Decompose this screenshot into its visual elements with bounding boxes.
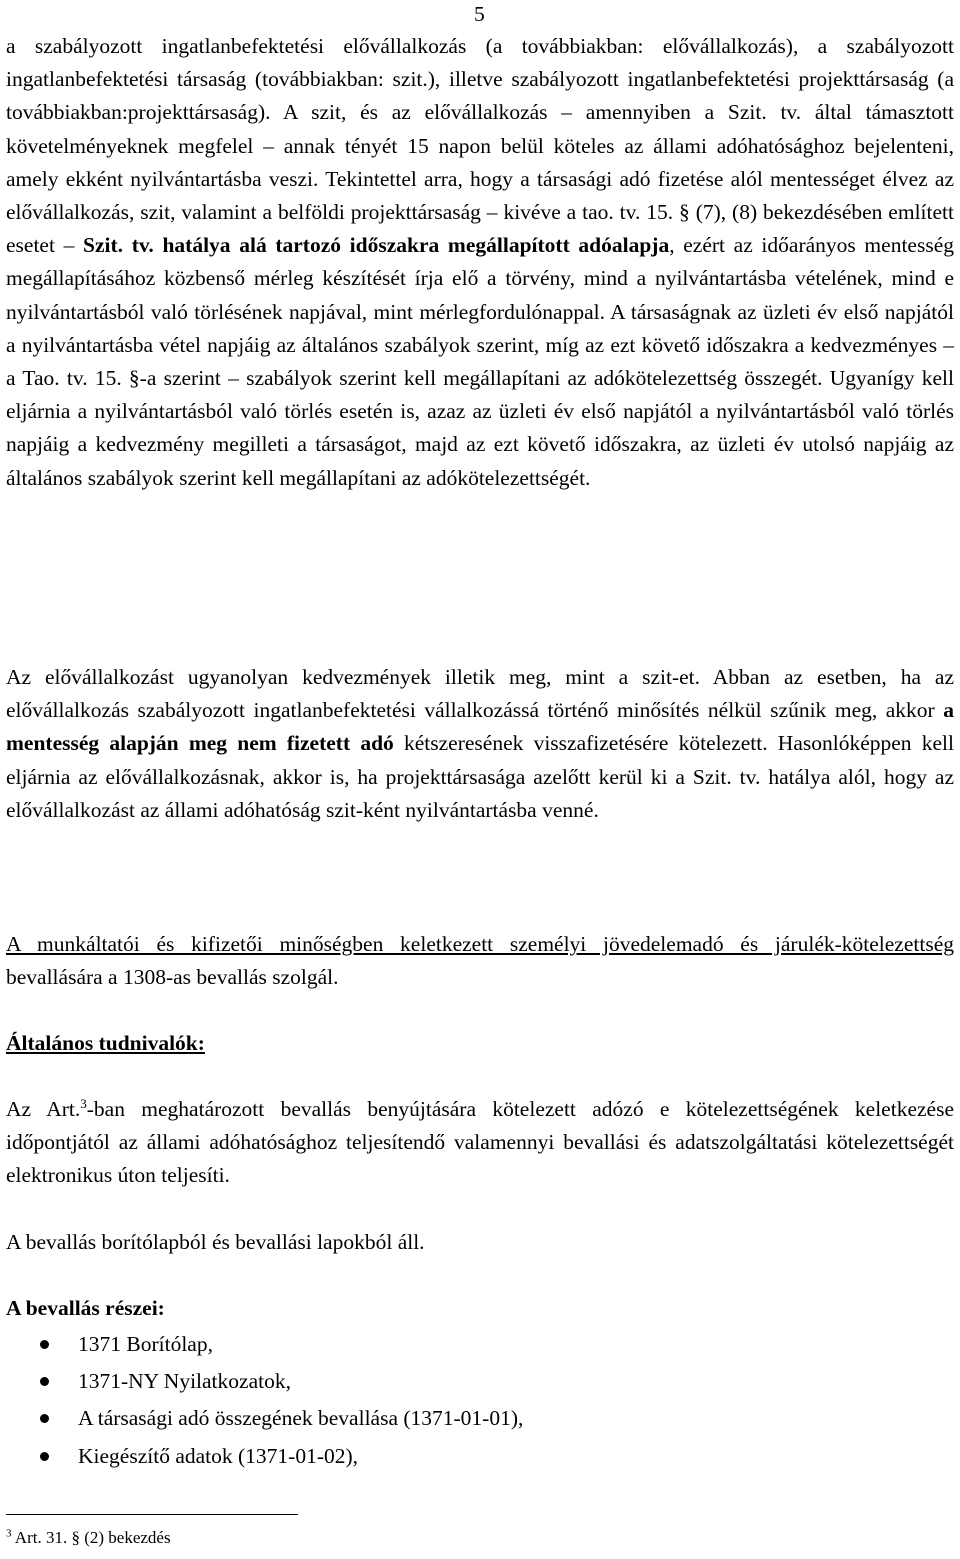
text: A bevallás borítólapból és bevallási lapokból áll. <box>6 1230 425 1254</box>
bold-text: a mentesség alapján meg nem fizetett adó <box>6 698 954 756</box>
parts-list <box>40 1326 523 1475</box>
underlined-text: A munkáltatói és kifizetői minőségben keletkezett személyi jövedelemadó és járulék-kötelezettség <box>6 932 954 956</box>
text: -ban meghatározott bevallás benyújtására kötelezett adózó e kötelezettségének keletkezése időpontjától az állami adóhatósághoz teljesítendő valamennyi bevallási és adatszolgáltatási kötelezettségét elektronikus úton teljesíti. <box>6 1097 954 1188</box>
heading-text: Általános tudnivalók: <box>6 1031 205 1055</box>
paragraph-art <box>6 1093 954 1193</box>
text: Az Art. <box>6 1097 81 1121</box>
paragraph-cover <box>6 1226 954 1259</box>
heading-parts <box>6 1292 954 1325</box>
bold-text: Szit. tv. hatálya alá tartozó időszakra megállapított adóalapja <box>83 233 670 258</box>
paragraph-szja <box>6 928 954 994</box>
list-item: 1371-NY Nyilatkozatok, <box>40 1363 523 1400</box>
list-item: A társasági adó összegének bevallása (1371-01-01), <box>40 1400 523 1437</box>
paragraph-elovallalkozas <box>6 661 954 827</box>
footnote <box>6 1528 171 1548</box>
paragraph-szit <box>6 30 954 495</box>
text: Az elővállalkozást ugyanolyan kedvezmények illetik meg, mint a szit-et. Abban az esetben, ha az elővállalkozás szabályozott ingatlanbefektetési vállalkozássá történő minősítés nélkül szűnik meg, akkor <box>6 665 954 723</box>
heading-general-info <box>6 1027 954 1060</box>
heading-text: A bevallás részei: <box>6 1296 165 1320</box>
footnote-text: Art. 31. § (2) bekezdés <box>11 1528 171 1547</box>
list-item: 1371 Borítólap, <box>40 1326 523 1363</box>
list-item: Kiegészítő adatok (1371-01-02), <box>40 1438 523 1475</box>
footnote-number: 3 <box>6 1527 12 1540</box>
text: , ezért az időarányos mentesség megállapításához közbenső mérleg készítését írja elő a törvény, mind a nyilvántartásba vételének, mind e nyilvántartásból való törlésének napjával, mint mérlegfordulónappal. A társaságnak az üzleti év első napjától a nyilvántartásba vétel napjáig az általános szabályok szerint, míg az ezt követő időszakra a kedvezményes – a Tao. tv. 15. §-a szerint – szabályok szerint kell megállapítani az adókötelezettség összegét. Ugyanígy kell eljárnia a nyilvántartásból való törlés esetén is, azaz az üzleti év első napjától a nyilvántartásból való törlés napjáig a kedvezmény megilleti a társaságot, majd az ezt követő időszakra, az üzleti év utolsó napjáig az általános szabályok szerint kell megállapítani az adókötelezettségét. <box>6 233 954 490</box>
page-number: 5 <box>474 2 485 26</box>
text: bevallására a 1308-as bevallás szolgál. <box>6 965 339 990</box>
footnote-ref: 3 <box>80 1095 87 1111</box>
text: a szabályozott ingatlanbefektetési elővállalkozás (a továbbiakban: elővállalkozás), a szabályozott ingatlanbefektetési társaság (továbbiakban: szit.), illetve szabályozott ingatlanbefektetési projekttársaság (a továbbiakban:projekttársaság). A szit, és az elővállalkozás – amennyiben a Szit. tv. által támasztott követelményeknek megfelel – annak tényét 15 napon belül köteles az állami adóhatósághoz bejelenteni, amely ekként nyilvántartásba veszi. Tekintettel arra, hogy a társasági adó fizetése alól mentességet élvez az elővállalkozás, szit, valamint a belföldi projekttársaság – kivéve a tao. tv. 15. § (7), (8) bekezdésében említett esetet – <box>6 34 954 258</box>
footnote-divider <box>6 1514 298 1515</box>
text: kétszeresének visszafizetésére kötelezett. Hasonlóképpen kell eljárnia az elővállalkozásnak, akkor is, ha projekttársasága azelőtt kerül ki a Szit. tv. hatálya alól, hogy az elővállalkozást az állami adóhatóság szit-ként nyilvántartásba venné. <box>6 731 954 822</box>
